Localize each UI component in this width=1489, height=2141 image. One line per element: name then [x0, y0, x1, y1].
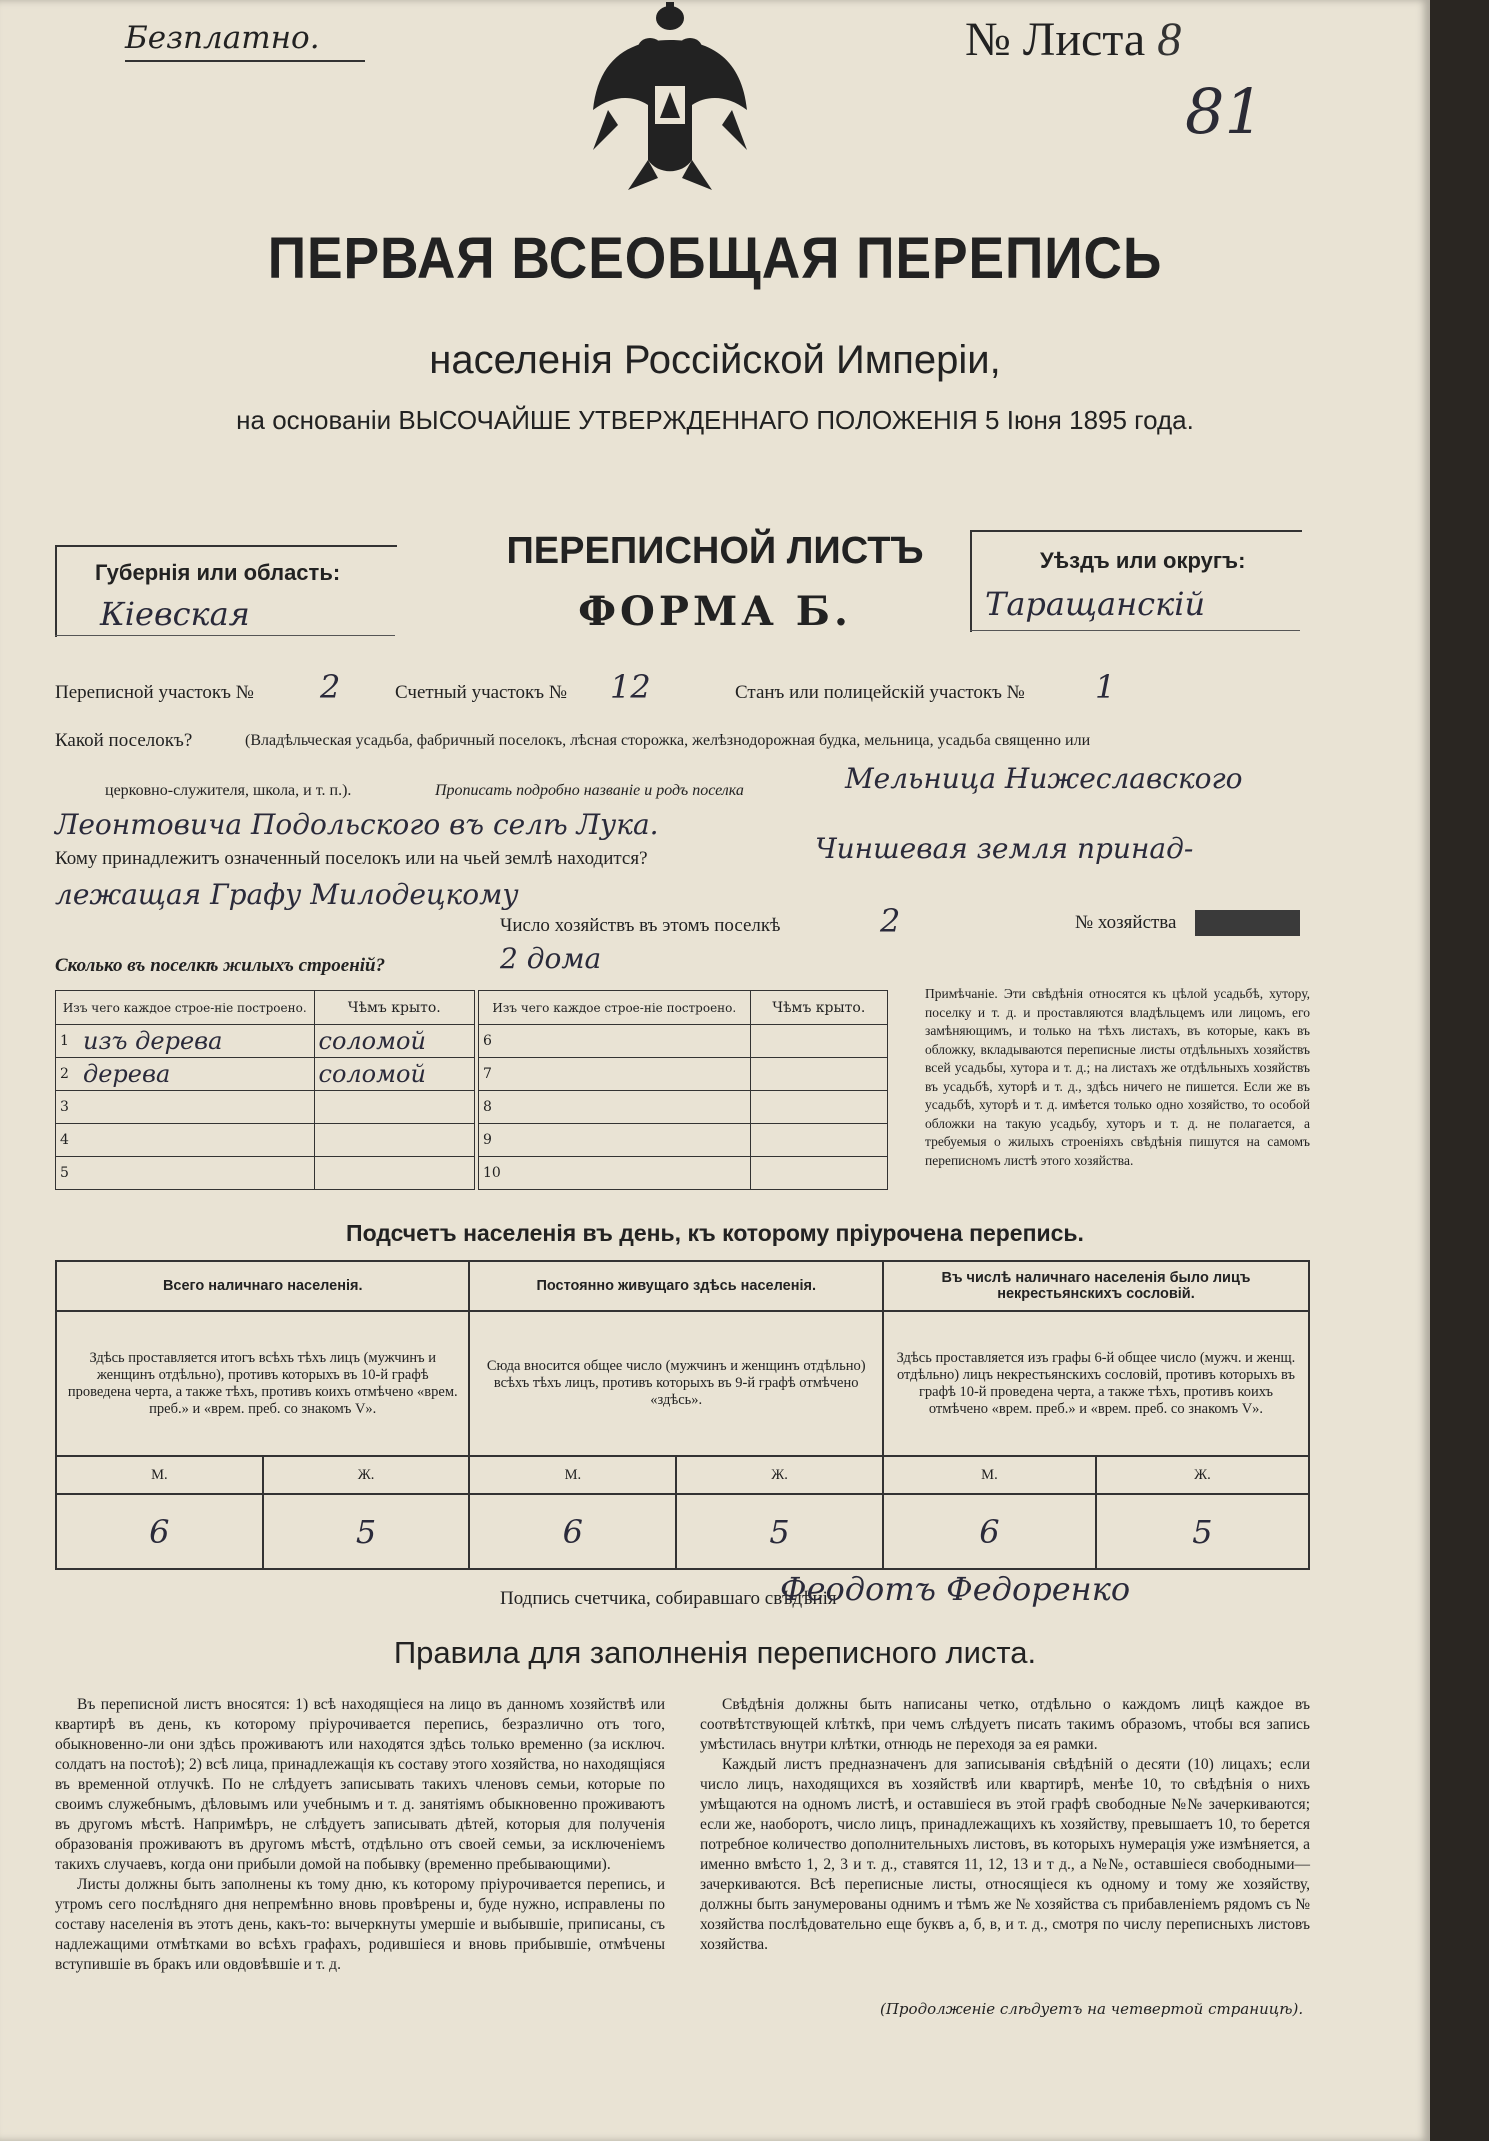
row-number: 2 — [56, 1058, 80, 1091]
signature-value[interactable]: Феодотъ Федоренко — [780, 1570, 1131, 1608]
form-type: ФОРМА Б. — [578, 588, 852, 635]
free-label: Безплатно. — [125, 20, 320, 56]
row-number: 9 — [479, 1124, 508, 1157]
rules-right-column — [700, 1695, 1310, 1955]
count-col3-desc: Здѣсь проставляется изъ графы 6-й общее число (мужч. и женщ. отдѣльно) лицъ некрестьянскихъ сословій, противъ которыхъ въ графѣ 10-й проведена черта, а также тѣхъ, противъ коихъ отмѣчено «врем. преб.» и «врем. преб. со знакомъ V». — [883, 1311, 1309, 1456]
row-number: 1 — [56, 1025, 80, 1058]
sheet-number-value: 8 — [1157, 13, 1182, 66]
document-basis: на основаніи ВЫСОЧАЙШЕ УТВЕРЖДЕННАГО ПОЛОЖЕНІЯ 5 Іюня 1895 года. — [236, 405, 1194, 435]
buildings-col-roof: Чѣмъ крыто. — [314, 991, 475, 1025]
material-cell[interactable] — [79, 1157, 314, 1190]
settlement-label: Какой поселокъ? — [55, 730, 193, 751]
material-cell[interactable]: дерева — [79, 1058, 314, 1091]
roof-cell[interactable] — [750, 1091, 887, 1124]
document-title: ПЕРВАЯ ВСЕОБЩАЯ ПЕРЕПИСЬ — [267, 226, 1163, 291]
uezd-label: Уѣздъ или округъ: — [1040, 548, 1246, 573]
count-title: Подсчетъ населенія въ день, къ которому пріурочена перепись. — [346, 1220, 1084, 1246]
material-cell[interactable] — [507, 1025, 750, 1058]
gubernia-label: Губернія или область: — [95, 560, 341, 585]
settlement-value-line1[interactable]: Мельница Нижеславского — [845, 762, 1243, 795]
owner-label: Кому принадлежитъ означенный поселокъ или на чьей землѣ находится? — [55, 848, 648, 869]
female-label: Ж. — [1096, 1456, 1309, 1494]
population-count-table — [55, 1260, 1310, 1570]
row-number: 5 — [56, 1157, 80, 1190]
count-col1-head: Всего наличнаго населенія. — [56, 1261, 469, 1311]
counting-area-label: Счетный участокъ № — [395, 682, 567, 703]
male-label: М. — [469, 1456, 676, 1494]
roof-cell[interactable]: соломой — [314, 1025, 475, 1058]
buildings-label: Сколько въ поселкѣ жилыхъ строеній? — [55, 955, 386, 976]
households-label: Число хозяйствъ въ этомъ поселкѣ — [500, 915, 781, 936]
total-male-value[interactable]: 6 — [56, 1494, 263, 1569]
imperial-eagle-emblem — [588, 0, 753, 195]
roof-cell[interactable]: соломой — [314, 1058, 475, 1091]
signature-label: Подпись счетчика, собиравшаго свѣдѣнія — [500, 1588, 837, 1609]
rules-right-paragraph-1: Свѣдѣнія должны быть написаны четко, отдѣльно о каждомъ лицѣ каждое въ соотвѣтствующей клѣткѣ, при чемъ слѣдуетъ писать такимъ образомъ, чтобы вся запись умѣстилась внутри клѣтки, отнюдь не переходя за ея рамки. — [700, 1696, 1310, 1753]
rules-left-paragraph-1: Въ переписной листъ вносятся: 1) всѣ находящіеся на лицо въ данномъ хозяйствѣ или квартирѣ въ день, къ которому пріурочивается перепись, безразлично отъ того, обыкновенно-ли они здѣсь проживаютъ или находятся здѣсь только временно (за исключ. солдатъ на постоѣ); 2) всѣ лица, принадлежащія къ составу этого хозяйства, но находящіяся въ временной отлучкѣ. По не слѣдуетъ записывать такихъ членовъ семьи, которые по своимъ служебнымъ, дѣловымъ или учебнымъ и т. д. занятіямъ обыкновенно проживаютъ въ другомъ мѣстѣ. Напримѣръ, не слѣдуетъ записывать дѣтей, которыя для полученія образованія проживаютъ въ другомъ мѣстѣ, отдѣльно отъ своей семьи, за исключеніемъ такихъ случаевъ, когда они прибыли домой на побывку (временно пребывающими). — [55, 1696, 665, 1873]
buildings-col-roof: Чѣмъ крыто. — [750, 991, 887, 1025]
nonpeasant-male-value[interactable]: 6 — [883, 1494, 1096, 1569]
female-label: Ж. — [263, 1456, 470, 1494]
page-mark: 81 — [1185, 75, 1264, 148]
document-subtitle: населенія Россійской Имперіи, — [429, 338, 1001, 382]
households-value[interactable]: 2 — [880, 902, 901, 940]
gubernia-underline — [55, 635, 395, 636]
gubernia-value[interactable]: Кіевская — [100, 595, 250, 633]
nonpeasant-female-value[interactable]: 5 — [1096, 1494, 1309, 1569]
rules-title: Правила для заполненія переписного листа. — [393, 1635, 1037, 1670]
resident-male-value[interactable]: 6 — [469, 1494, 676, 1569]
bleed-through-text-left — [380, 40, 530, 62]
household-no-label: № хозяйства — [1075, 912, 1177, 933]
buildings-table-right — [478, 990, 888, 1190]
roof-cell[interactable] — [314, 1091, 475, 1124]
buildings-note: Примѣчаніе. Эти свѣдѣнія относятся къ цѣлой усадьбѣ, хутору, поселку и т. д. и проставляются владѣльцемъ или лицомъ, его замѣняющимъ, и только на тѣхъ листахъ, въ которые, какъ въ обложку, вкладываются переписные листы отдѣльныхъ хозяйствъ всей усадьбы, хутора и т. д.; на листахъ же отдѣльныхъ хозяйствъ въ усадьбѣ, хуторѣ и т. д., здѣсь ничего не пишется. Если же въ усадьбѣ, хуторѣ и т. д. имѣется только одно хозяйство, то особой обложки на такую усадьбу, хуторъ и т. д. не полагается, а требуемыя о жилыхъ строеніяхъ свѣдѣнія пишутся на самомъ переписномъ листѣ этого хозяйства. — [925, 986, 1310, 1168]
owner-value-line2[interactable]: лежащая Графу Милодецкому — [55, 878, 519, 911]
row-number: 10 — [479, 1157, 508, 1190]
rules-left-paragraph-2: Листы должны быть заполнены къ тому дню, къ которому пріурочивается перепись, и утромъ сего послѣдняго дня непремѣнно вновь провѣрены и, буде нужно, исправлены по составу населенія въ этотъ день, какъ-то: вычеркнуты умершіе и выбывшіе, приписаны, съ надлежащими отмѣтками во всѣхъ графахъ, родившіеся и вновь прибывшіе, отмѣчены вступившіе въ бракъ или овдовѣвшіе и т. д. — [55, 1876, 665, 1973]
roof-cell[interactable] — [750, 1025, 887, 1058]
sheet-number-label: № Листа — [965, 13, 1146, 66]
uezd-value[interactable]: Таращанскій — [985, 585, 1206, 623]
form-title: ПЕРЕПИСНОЙ ЛИСТЪ — [506, 530, 924, 572]
rules-left-column — [55, 1695, 665, 1975]
counting-area-value[interactable]: 12 — [610, 668, 651, 706]
material-cell[interactable] — [507, 1058, 750, 1091]
count-col2-desc: Сюда вносится общее число (мужчинъ и женщинъ отдѣльно) всѣхъ тѣхъ лицъ, противъ которыхъ въ 9-й графѣ отмѣчено «здѣсь». — [469, 1311, 882, 1456]
census-area-value[interactable]: 2 — [320, 668, 341, 706]
census-area-label: Переписной участокъ № — [55, 682, 254, 703]
material-cell[interactable] — [507, 1157, 750, 1190]
buildings-col-material: Изъ чего каждое строе-ніе построено. — [56, 991, 315, 1025]
count-col1-desc: Здѣсь проставляется итогъ всѣхъ тѣхъ лицъ (мужчинъ и женщинъ отдѣльно), противъ которыхъ въ 10-й графѣ проведена черта, а также тѣхъ, противъ коихъ отмѣчено «врем. преб.» и «врем. преб. со знакомъ V». — [56, 1311, 469, 1456]
row-number: 7 — [479, 1058, 508, 1091]
stan-label: Станъ или полицейскій участокъ № — [735, 682, 1025, 703]
material-cell[interactable] — [507, 1124, 750, 1157]
total-female-value[interactable]: 5 — [263, 1494, 470, 1569]
owner-value-line1[interactable]: Чиншевая земля принад- — [815, 832, 1194, 865]
material-cell[interactable] — [507, 1091, 750, 1124]
household-no-redacted — [1195, 910, 1300, 936]
count-col3-head: Въ числѣ наличнаго населенія было лицъ некрестьянскихъ сословій. — [883, 1261, 1309, 1311]
roof-cell[interactable] — [750, 1157, 887, 1190]
row-number: 4 — [56, 1124, 80, 1157]
uezd-underline — [970, 630, 1300, 631]
row-number: 6 — [479, 1025, 508, 1058]
stan-value[interactable]: 1 — [1095, 668, 1116, 706]
resident-female-value[interactable]: 5 — [676, 1494, 883, 1569]
buildings-col-material: Изъ чего каждое строе-ніе построено. — [479, 991, 751, 1025]
continued-note: (Продолженіе слѣдуетъ на четвертой страницѣ). — [880, 2000, 1304, 2018]
free-underline — [125, 60, 365, 62]
row-number: 3 — [56, 1091, 80, 1124]
material-cell[interactable]: изъ дерева — [79, 1025, 314, 1058]
scan-dark-edge — [1430, 0, 1489, 2141]
roof-cell[interactable] — [314, 1157, 475, 1190]
female-label: Ж. — [676, 1456, 883, 1494]
settlement-hint: (Владѣльческая усадьба, фабричный поселокъ, лѣсная сторожка, желѣзнодорожная будка, мельница, усадьба священно или — [245, 732, 1091, 749]
male-label: М. — [56, 1456, 263, 1494]
material-cell[interactable] — [79, 1091, 314, 1124]
roof-cell[interactable] — [314, 1124, 475, 1157]
roof-cell[interactable] — [750, 1058, 887, 1091]
male-label: М. — [883, 1456, 1096, 1494]
count-col2-head: Постоянно живущаго здѣсь населенія. — [469, 1261, 882, 1311]
settlement-hint-2: церковно-служителя, школа, и т. п.). — [105, 782, 352, 799]
material-cell[interactable] — [79, 1124, 314, 1157]
sheet-number — [965, 12, 1181, 67]
rules-right-paragraph-2: Каждый листъ предназначенъ для записыванія свѣдѣній о десяти (10) лицахъ; если число лицъ, находящихся въ хозяйствѣ или квартирѣ, менѣе 10, то свѣдѣнія о нихъ умѣщаются на одномъ листѣ, и оставшіеся въ этой графѣ свободные №№ зачеркиваются; если же, наоборотъ, число лицъ, принадлежащихъ къ хозяйству, превышаетъ 10, то берется потребное количество дополнительныхъ листовъ, въ которыхъ нумерація уже измѣняется, а именно вмѣсто 1, 2, 3 и т. д., ставятся 11, 12, 13 и т д., а №№, оставшіеся свободными—зачеркиваются. Всѣ переписные листы, относящіеся къ одному и тому же хозяйству, должны быть занумерованы однимъ и тѣмъ же № хозяйства съ прибавленіемъ рядомъ съ № хозяйства послѣдовательно еще буквъ а, б, в, и т. д., смотря по числу переписныхъ листовъ хозяйства. — [700, 1756, 1310, 1953]
row-number: 8 — [479, 1091, 508, 1124]
roof-cell[interactable] — [750, 1124, 887, 1157]
buildings-table-left — [55, 990, 475, 1190]
settlement-value-line2[interactable]: Леонтовича Подольского въ селѣ Лука. — [55, 808, 659, 841]
buildings-value[interactable]: 2 дома — [500, 942, 602, 975]
settlement-instruction: Прописать подробно названіе и родъ поселка — [435, 782, 744, 799]
